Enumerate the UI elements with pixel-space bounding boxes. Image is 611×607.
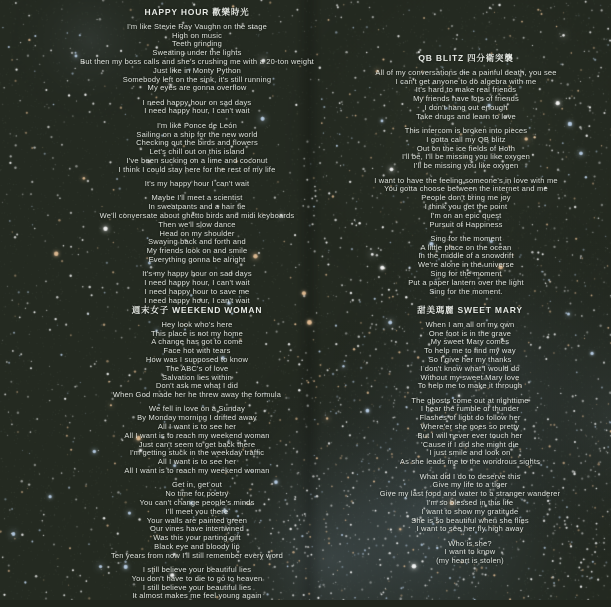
- stanza: [328, 540, 611, 566]
- lyric-line: Let's chill out on this island: [149, 147, 245, 157]
- lyric-line: Teeth grinding: [172, 39, 222, 49]
- lyric-line: 'Cause if I did she might die: [421, 439, 519, 449]
- stanza: [30, 405, 364, 475]
- lyric-line: Then we'll slow dance: [158, 219, 236, 229]
- lyric-line: This intercom is broken into pieces: [404, 126, 528, 136]
- stanza: [320, 69, 611, 122]
- lyric-line: Just like in Monty Python: [153, 65, 241, 75]
- lyric-line: My eyes are gonna overflow: [147, 83, 247, 93]
- lyric-line: It almost makes me feel young again: [132, 591, 262, 601]
- lyric-line: When God made her he threw away the formula: [112, 390, 282, 400]
- lyrics-happy-hour: [32, 23, 362, 306]
- lyric-line: I don't hang out enough: [424, 102, 508, 112]
- lyric-line: I'm getting stuck in the weekday traffic: [129, 448, 265, 458]
- stanza: [320, 235, 611, 297]
- lyric-line: My friends have lots of friends: [413, 94, 519, 104]
- lyric-line: Get in, get out: [171, 480, 223, 490]
- lyric-line: Black eye and bloody lip: [154, 541, 240, 551]
- stanza: [32, 23, 362, 93]
- lyric-line: We'll conversate about ghetto birds and midi keyboards: [99, 210, 295, 220]
- lyric-line: You don't have to die to go to heaven: [131, 573, 263, 583]
- section-sweet-mary: [328, 306, 611, 572]
- lyric-line: I need happy hour, I can't wait: [144, 278, 250, 288]
- lyric-line: Head on my shoulder: [159, 228, 235, 238]
- lyric-line: I can't get anyone to do algebra with me: [395, 76, 537, 86]
- lyric-line: I need happy hour, I can't wait: [144, 106, 250, 116]
- lyrics-weekend-woman: [30, 321, 364, 601]
- lyric-line: The ghosts come out at nighttime: [411, 395, 529, 405]
- lyric-line: I just smile and look on: [429, 448, 511, 458]
- lyric-line: To help me to make it through: [417, 381, 523, 391]
- lyric-line: Who is she?: [448, 538, 492, 548]
- lyric-line: All of my conversations die a painful death, you see: [375, 67, 557, 77]
- lyric-line: Flashes of light do follow her: [419, 413, 521, 423]
- lyric-line: All I want is to see her: [157, 422, 237, 432]
- lyric-line: I'm like Stevie Ray Vaughn on the stage: [126, 21, 267, 31]
- lyric-line: How was I supposed to know: [145, 354, 249, 364]
- lyric-line: All I want is to see her: [157, 457, 237, 467]
- lyric-line: Just can't seem to get back there: [138, 439, 256, 449]
- lyric-line: You gotta choose between the internet and me: [384, 184, 548, 194]
- section-weekend-woman: [30, 306, 364, 607]
- stanza: [30, 566, 364, 601]
- lyric-line: Somebody left on the sink, it's still running: [122, 74, 272, 84]
- lyrics-qb-blitz: [320, 69, 611, 297]
- lyric-line: Swaying back and forth and: [148, 237, 246, 247]
- lyric-line: All I want is to reach my weekend woman: [124, 430, 270, 440]
- lyric-line: Hey look who's here: [161, 319, 233, 329]
- stanza: [32, 99, 362, 117]
- lyric-line: No time for poetry: [165, 489, 229, 499]
- lyric-line: I don't know what I would do: [420, 363, 520, 373]
- stanza: [32, 270, 362, 305]
- lyric-line: Out on the ice fields of Hoth: [416, 143, 516, 153]
- lyric-line: I still believe your beautiful lies: [142, 565, 252, 575]
- lyric-line: Don't ask me what I did: [155, 381, 239, 391]
- lyric-line: Give my life to a tiger: [432, 480, 508, 490]
- lyric-line: Our vines have intertwined: [150, 524, 244, 534]
- lyric-line: I need happy hour, I can't wait: [144, 295, 250, 305]
- lyrics-sweet-mary: [328, 321, 611, 566]
- stanza: [30, 481, 364, 560]
- lyric-line: Take drugs and learn to love: [416, 111, 516, 121]
- section-title-happy-hour: HAPPY HOUR 歡樂時光: [144, 7, 250, 17]
- stanza: [30, 321, 364, 400]
- lyric-line: You can't change people's minds: [139, 497, 255, 507]
- section-title-sweet-mary: 甜美瑪麗 SWEET MARY: [417, 305, 523, 315]
- lyric-line: What did I do to deserve this: [419, 471, 521, 481]
- lyric-line: Checking out the birds and flowers: [136, 138, 258, 148]
- lyric-line: Face hot with tears: [163, 346, 231, 356]
- lyric-line: Sweating under the lights: [152, 48, 242, 58]
- lyric-line: It's hard to make real friends: [415, 85, 517, 95]
- lyric-line: The ABC's of love: [165, 363, 229, 373]
- lyric-line: In the middle of a snowdrift: [418, 251, 514, 261]
- lyric-line: Put a paper lantern over the light: [408, 277, 524, 287]
- lyric-line: So I give her my thanks: [428, 354, 512, 364]
- lyric-line: Sailing on a ship for the new world: [136, 129, 258, 139]
- lyric-line: I'll be, I'll be missing you like oxygen: [401, 152, 530, 162]
- lyric-line: I think you get the point: [424, 201, 508, 211]
- lyric-line: Maybe I'll meet a scientist: [151, 193, 243, 203]
- lyric-line: Everything gonna be alright: [148, 254, 246, 264]
- stanza: [320, 127, 611, 171]
- lyric-line: To help me to find my way: [424, 346, 516, 356]
- lyric-line: Ten years from now I'll still remember every word: [110, 550, 284, 560]
- lyric-line: One foot is in the grave: [428, 328, 512, 338]
- lyric-line: This place is not my home: [150, 328, 244, 338]
- stanza: [328, 321, 611, 391]
- lyric-line: All I want is to reach my weekend woman: [124, 466, 270, 476]
- lyric-line: I hear the rumble of thunder: [420, 404, 520, 414]
- lyric-line: But I will never ever touch her: [417, 430, 523, 440]
- lyric-line: It's my happy hour I can't wait: [144, 179, 250, 189]
- lyric-line: I'll meet you there: [165, 506, 229, 516]
- lyric-line: My friends look on and smile: [146, 246, 248, 256]
- lyric-line: A little place on the ocean: [420, 242, 512, 252]
- lyric-line: We're alone in the universe: [418, 260, 514, 270]
- lyric-line: I've been sucking on a lime and coconut: [126, 155, 268, 165]
- lyric-line: A change has got to come: [151, 337, 243, 347]
- lyric-line: People don't bring me joy: [421, 193, 511, 203]
- stanza: [32, 180, 362, 189]
- lyric-line: My sweet Mary comes: [430, 337, 510, 347]
- stanza: [32, 194, 362, 264]
- lyric-line: I want to have the feeling someone's in love with me: [374, 175, 558, 185]
- lyric-line: I want to see her fly high away: [416, 524, 524, 534]
- lyric-line: She is so beautiful when she flies: [411, 515, 529, 525]
- lyric-line: I think I could stay here for the rest of my life: [118, 164, 276, 174]
- lyric-line: When I am all on my own: [425, 319, 515, 329]
- lyric-line: But then my boss calls and she's crushing me with a 20-ton weight: [80, 56, 314, 66]
- lyric-line: Sing for the moment: [430, 233, 502, 243]
- lyric-line: We fell in love on a Sunday: [148, 404, 246, 414]
- lyric-line: Pursuit of Happiness: [429, 219, 503, 229]
- stanza: [320, 177, 611, 230]
- lyric-line: Without my sweet Mary love: [420, 372, 520, 382]
- lyric-line: Give my last food and water to a stranger wanderer: [379, 489, 561, 499]
- lyric-line: Sing for the moment: [430, 269, 502, 279]
- section-title-weekend-woman: 週末女子 WEEKEND WOMAN: [131, 305, 263, 315]
- lyric-line: Was this your parting gift: [153, 533, 241, 543]
- section-happy-hour: [32, 8, 362, 311]
- lyric-line: I'm so blessed in this life: [426, 497, 514, 507]
- section-title-qb-blitz: QB BLITZ 四分衛突襲: [418, 53, 514, 63]
- lyric-line: I gotta call my QB blitz: [426, 134, 506, 144]
- lyric-line: It's my happy hour on sad days: [142, 269, 252, 279]
- lyric-line: Where'er she goes so pretty: [420, 422, 520, 432]
- lyric-line: I want to show my gratitude: [421, 506, 519, 516]
- lyric-line: I want to know: [444, 547, 496, 557]
- lyric-line: As she leads me to the wondrous sights: [399, 457, 541, 467]
- lyric-line: I need happy hour on sad days: [142, 97, 252, 107]
- section-qb-blitz: [320, 54, 611, 302]
- lyric-line: High on music: [171, 30, 223, 40]
- lyric-line: I still believe your beautiful lies: [142, 582, 252, 592]
- lyric-line: I'll be missing you like oxygen: [413, 161, 519, 171]
- stanza: [328, 473, 611, 535]
- lyric-line: I need happy hour to save me: [144, 286, 250, 296]
- stanza: [328, 397, 611, 467]
- lyric-line: Your walls are painted green: [146, 515, 248, 525]
- lyric-line: By Monday morning I drifted away: [137, 413, 257, 423]
- lyric-line: I'm on an epic quest: [430, 210, 502, 220]
- lyric-line: (my heart is stolen): [436, 556, 504, 566]
- stanza: [32, 122, 362, 175]
- lyric-line: Salvation lies within: [162, 372, 232, 382]
- lyric-line: In sweatpants and a hair tie: [148, 202, 246, 212]
- lyric-line: Sing for the moment.: [429, 286, 503, 296]
- lyric-line: I'm like Ponce de León: [156, 120, 238, 130]
